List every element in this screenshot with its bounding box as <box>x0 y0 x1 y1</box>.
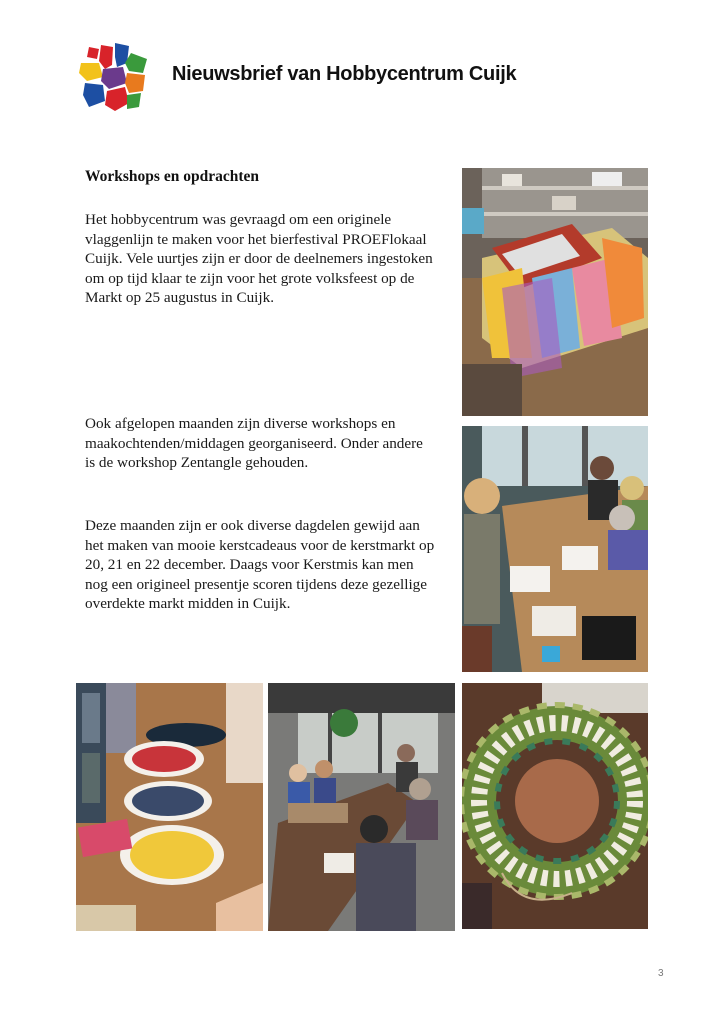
paragraph-christmas-market: Deze maanden zijn er ook diverse dagdelen gewijd aan het maken van mooie kerstcadeaus voor de kerstmarkt op 20, 21 en 22 december. Daags voor Kerstmis kan men nog een origineel presentje scoren tijdens deze gezellige overdekte markt midden in Cuijk. <box>85 517 435 613</box>
page-number: 3 <box>658 968 664 979</box>
photo-clothespin-wreath <box>462 683 648 929</box>
photo-zentangle-workshop <box>462 426 648 672</box>
paragraph-workshops: Ook afgelopen maanden zijn diverse workshops en maakochtenden/middagen georganiseerd. Onder andere is de workshop Zentangle gehouden. <box>85 415 423 472</box>
paragraph-flag-line: Het hobbycentrum was gevraagd om een originele vlaggenlijn te maken voor het bierfestival PROEFlokaal Cuijk. Vele uurtjes zijn er door de deelnemers ingestoken om op tijd klaar te zijn voor het grote volksfeest op de Markt op 25 augustus in Cuijk. <box>85 211 433 307</box>
newsletter-title: Nieuwsbrief van Hobbycentrum Cuijk <box>172 63 517 85</box>
section-heading: Workshops en opdrachten <box>85 168 259 185</box>
photo-buttons-plates <box>76 683 263 931</box>
hobbycentrum-hands-logo-icon <box>79 43 149 111</box>
photo-flag-line <box>462 168 648 416</box>
hobbycentrum-logo <box>79 43 149 111</box>
photo-crafting-group <box>268 683 455 931</box>
